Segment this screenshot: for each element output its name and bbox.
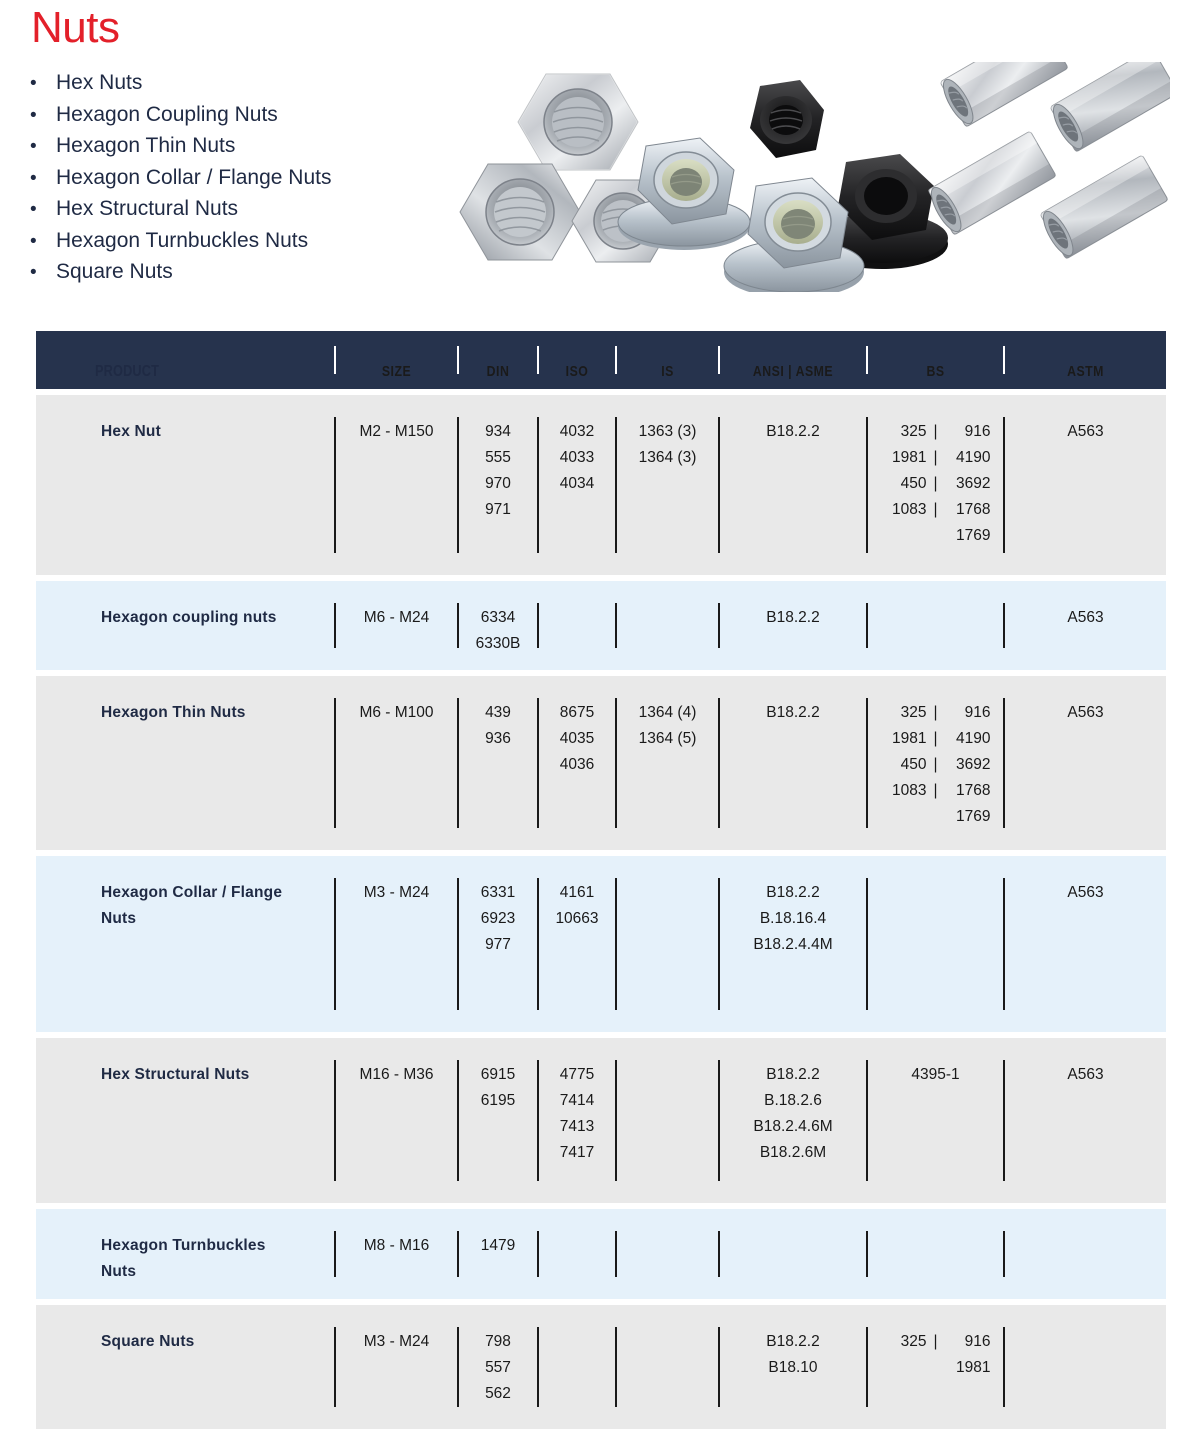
cell-line: Hexagon Thin Nuts: [101, 704, 246, 721]
cell-line: 555: [485, 449, 511, 466]
cell-line: M3 - M24: [363, 1333, 430, 1350]
bs-left-value: 1083: [892, 782, 927, 799]
bs-pair-row: [881, 445, 991, 471]
cell-is: [617, 1038, 718, 1203]
page-title: Nuts: [31, 3, 120, 52]
bs-left-value: 450: [900, 756, 927, 773]
column-header-is: IS: [661, 363, 674, 380]
cell-bs: [868, 1209, 1003, 1299]
bs-pair-row: [881, 700, 991, 726]
hero-section: [0, 0, 1200, 310]
cell-product: [36, 856, 334, 1032]
column-header-iso: ISO: [565, 363, 589, 380]
cell-ansi: [720, 1209, 866, 1299]
bs-left-value: 325: [900, 704, 927, 721]
bs-separator: |: [933, 782, 938, 799]
cell-is: [617, 395, 718, 575]
bullet-dot-icon: •: [30, 136, 37, 157]
cell-line: B18.2.4.6M: [753, 1118, 833, 1135]
bs-left-value: 1083: [892, 501, 927, 518]
cell-line: M3 - M24: [363, 884, 430, 901]
bs-separator: |: [933, 501, 938, 518]
cell-line: B18.10: [768, 1359, 818, 1376]
bs-left-value: 325: [900, 1333, 927, 1350]
cell-line: 439: [485, 704, 511, 721]
cell-line: B18.2.2: [766, 884, 820, 901]
cell-line: 8675: [559, 704, 595, 721]
cell-size: [336, 395, 457, 575]
cell-line: 7413: [559, 1118, 595, 1135]
bs-right-value: 3692: [956, 756, 991, 773]
cell-din: [459, 1305, 537, 1429]
column-header-bs: BS: [926, 363, 945, 380]
bs-right-value: 916: [964, 1333, 991, 1350]
header-column-divider: [866, 346, 868, 374]
bs-right-value: 1981: [956, 1359, 991, 1376]
table-row[interactable]: [36, 581, 1166, 670]
cell-is: [617, 581, 718, 670]
cell-line: Hexagon Collar / Flange: [101, 884, 283, 901]
cell-line: B.18.16.4: [759, 910, 827, 927]
cell-is: [617, 856, 718, 1032]
bs-pair-grid: [881, 1329, 991, 1381]
product-type-item: [30, 68, 331, 100]
cell-line: 6331: [480, 884, 516, 901]
cell-product: [36, 395, 334, 575]
cell-line: 1363 (3): [638, 423, 697, 440]
cell-line: B18.2.6M: [759, 1144, 827, 1161]
bs-pair-row: [881, 778, 991, 804]
cell-line: 4395-1: [911, 1066, 960, 1083]
cell-size: [336, 856, 457, 1032]
standards-table: [36, 331, 1166, 1429]
column-header-din: DIN: [486, 363, 510, 380]
product-type-label: Hex Nuts: [56, 71, 143, 94]
cell-line: 936: [485, 730, 511, 747]
cell-line: 557: [485, 1359, 511, 1376]
table-row[interactable]: [36, 1305, 1166, 1429]
cell-size: [336, 1209, 457, 1299]
cell-line: B18.2.2: [766, 423, 820, 440]
cell-product: [36, 1209, 334, 1299]
cell-line: 6195: [480, 1092, 516, 1109]
cell-din: [459, 581, 537, 670]
cell-line: 10663: [555, 910, 599, 927]
cell-iso: [539, 395, 615, 575]
bs-separator: |: [933, 1333, 938, 1350]
bs-pair-row: [881, 726, 991, 752]
cell-line: Hexagon Turnbuckles: [101, 1237, 266, 1254]
cell-line: A563: [1067, 609, 1104, 626]
cell-line: 970: [485, 475, 511, 492]
bullet-dot-icon: •: [30, 167, 37, 189]
cell-line: 1364 (4): [638, 704, 697, 721]
bs-right-value: 1769: [956, 808, 991, 825]
cell-astm: [1005, 581, 1166, 670]
cell-line: B18.2.2: [766, 704, 820, 721]
bullet-dot-icon: •: [30, 73, 37, 94]
product-type-label: Hexagon Turnbuckles Nuts: [56, 228, 309, 252]
cell-line: 934: [485, 423, 511, 440]
cell-ansi: [720, 856, 866, 1032]
cell-line: 6334: [480, 609, 516, 626]
table-row[interactable]: [36, 1038, 1166, 1203]
cell-is: [617, 676, 718, 850]
cell-line: Hex Structural Nuts: [101, 1066, 250, 1083]
cell-size: [336, 1305, 457, 1429]
product-type-label: Hexagon Coupling Nuts: [56, 102, 278, 126]
cell-line: M8 - M16: [363, 1237, 430, 1254]
product-type-list: [30, 68, 331, 289]
bs-separator: |: [933, 704, 938, 721]
cell-line: M6 - M24: [363, 609, 430, 626]
bs-left-value: 1981: [892, 730, 927, 747]
bs-pair-row: [881, 497, 991, 523]
cell-line: B.18.2.6: [764, 1092, 822, 1109]
header-column-divider: [1003, 346, 1005, 374]
bullet-dot-icon: •: [30, 199, 37, 220]
cell-product: [36, 581, 334, 670]
cell-line: 971: [485, 501, 511, 518]
table-row[interactable]: [36, 395, 1166, 575]
cell-line: A563: [1067, 1066, 1104, 1083]
product-type-item: [30, 257, 331, 289]
cell-line: 4775: [559, 1066, 595, 1083]
bs-left-value: 1981: [892, 449, 927, 466]
cell-astm: [1005, 856, 1166, 1032]
cell-din: [459, 1038, 537, 1203]
cell-line: M16 - M36: [359, 1066, 434, 1083]
cell-line: 562: [485, 1385, 511, 1402]
cell-size: [336, 581, 457, 670]
cell-line: 1364 (3): [638, 449, 697, 466]
bullet-dot-icon: •: [30, 262, 37, 283]
product-type-label: Hexagon Collar / Flange Nuts: [56, 165, 332, 189]
cell-ansi: [720, 1305, 866, 1429]
table-header-row: [36, 331, 1166, 389]
cell-size: [336, 1038, 457, 1203]
cell-line: 4161: [559, 884, 595, 901]
bs-right-value: 916: [964, 704, 991, 721]
cell-line: A563: [1067, 423, 1104, 440]
column-header-product: PRODUCT: [95, 363, 160, 380]
cell-iso: [539, 1038, 615, 1203]
cell-bs: [868, 395, 1003, 575]
bs-right-value: 3692: [956, 475, 991, 492]
cell-astm: [1005, 1209, 1166, 1299]
cell-line: B18.2.2: [766, 609, 820, 626]
cell-iso: [539, 676, 615, 850]
table-row[interactable]: [36, 856, 1166, 1032]
bullet-dot-icon: •: [30, 104, 37, 126]
bs-right-value: 1768: [956, 782, 991, 799]
bs-separator: |: [933, 475, 938, 492]
cell-line: 4034: [559, 475, 595, 492]
bs-pair-row: [881, 804, 991, 830]
cell-iso: [539, 1305, 615, 1429]
cell-product: [36, 676, 334, 850]
cell-astm: [1005, 1038, 1166, 1203]
cell-bs: [868, 581, 1003, 670]
header-column-divider: [334, 346, 336, 374]
cell-din: [459, 856, 537, 1032]
table-row[interactable]: [36, 1209, 1166, 1299]
bs-right-value: 4190: [956, 449, 991, 466]
cell-line: Hexagon coupling nuts: [101, 609, 277, 626]
nuts-photo-svg: [400, 62, 1170, 292]
cell-line: Nuts: [101, 1263, 137, 1280]
cell-line: B18.2.4.4M: [753, 936, 833, 953]
table-row[interactable]: [36, 676, 1166, 850]
cell-product: [36, 1305, 334, 1429]
cell-bs: [868, 1305, 1003, 1429]
cell-line: B18.2.2: [766, 1066, 820, 1083]
bs-separator: |: [933, 449, 938, 466]
product-type-item: [30, 131, 331, 163]
cell-line: M2 - M150: [359, 423, 434, 440]
bullet-dot-icon: •: [30, 230, 37, 252]
bs-right-value: 1769: [956, 527, 991, 544]
cell-line: 6330B: [475, 635, 521, 652]
product-type-label: Hex Structural Nuts: [56, 197, 239, 220]
product-photo: [400, 62, 1170, 292]
cell-line: 4035: [559, 730, 595, 747]
cell-size: [336, 676, 457, 850]
cell-is: [617, 1305, 718, 1429]
table-body: [36, 395, 1166, 1429]
bs-pair-row: [881, 523, 991, 549]
bs-pair-row: [881, 1355, 991, 1381]
product-type-label: Hexagon Thin Nuts: [56, 134, 236, 157]
bs-right-value: 1768: [956, 501, 991, 518]
cell-line: 798: [485, 1333, 511, 1350]
cell-line: 977: [485, 936, 511, 953]
cell-line: 7414: [559, 1092, 595, 1109]
bs-pair-row: [881, 471, 991, 497]
cell-line: A563: [1067, 704, 1104, 721]
cell-din: [459, 1209, 537, 1299]
product-type-item: [30, 100, 331, 132]
cell-line: Square Nuts: [101, 1333, 195, 1350]
cell-product: [36, 1038, 334, 1203]
cell-is: [617, 1209, 718, 1299]
cell-astm: [1005, 1305, 1166, 1429]
bs-separator: |: [933, 730, 938, 747]
header-column-divider: [457, 346, 459, 374]
cell-line: 6923: [480, 910, 516, 927]
cell-din: [459, 395, 537, 575]
bs-right-value: 916: [964, 423, 991, 440]
product-type-item: [30, 194, 331, 226]
bs-pair-grid: [881, 419, 991, 549]
header-column-divider: [537, 346, 539, 374]
cell-line: 6915: [480, 1066, 516, 1083]
bs-left-value: 325: [900, 423, 927, 440]
cell-line: 1479: [480, 1237, 516, 1254]
cell-line: B18.2.2: [766, 1333, 820, 1350]
cell-line: Hex Nut: [101, 423, 161, 440]
bs-separator: |: [933, 756, 938, 773]
bs-pair-grid: [881, 700, 991, 830]
cell-ansi: [720, 676, 866, 850]
column-header-size: SIZE: [381, 363, 412, 380]
header-column-divider: [718, 346, 720, 374]
cell-line: M6 - M100: [359, 704, 434, 721]
bs-left-value: 450: [900, 475, 927, 492]
cell-bs: [868, 676, 1003, 850]
product-type-label: Square Nuts: [56, 260, 173, 283]
cell-astm: [1005, 395, 1166, 575]
cell-astm: [1005, 676, 1166, 850]
column-header-astm: ASTM: [1067, 363, 1104, 380]
cell-ansi: [720, 581, 866, 670]
bs-pair-row: [881, 1329, 991, 1355]
cell-line: 4036: [559, 756, 595, 773]
cell-line: 1364 (5): [638, 730, 697, 747]
header-column-divider: [615, 346, 617, 374]
product-type-item: [30, 226, 331, 258]
bs-pair-row: [881, 419, 991, 445]
bs-right-value: 4190: [956, 730, 991, 747]
cell-line: 4032: [559, 423, 595, 440]
cell-ansi: [720, 395, 866, 575]
cell-line: 4033: [559, 449, 595, 466]
cell-din: [459, 676, 537, 850]
cell-iso: [539, 1209, 615, 1299]
cell-iso: [539, 581, 615, 670]
bs-separator: |: [933, 423, 938, 440]
cell-line: A563: [1067, 884, 1104, 901]
cell-bs: [868, 856, 1003, 1032]
cell-line: 7417: [559, 1144, 595, 1161]
cell-line: Nuts: [101, 910, 137, 927]
product-type-item: [30, 163, 331, 195]
bs-pair-row: [881, 752, 991, 778]
cell-iso: [539, 856, 615, 1032]
cell-ansi: [720, 1038, 866, 1203]
cell-bs: [868, 1038, 1003, 1203]
column-header-ansi: ANSI | ASME: [752, 363, 834, 380]
